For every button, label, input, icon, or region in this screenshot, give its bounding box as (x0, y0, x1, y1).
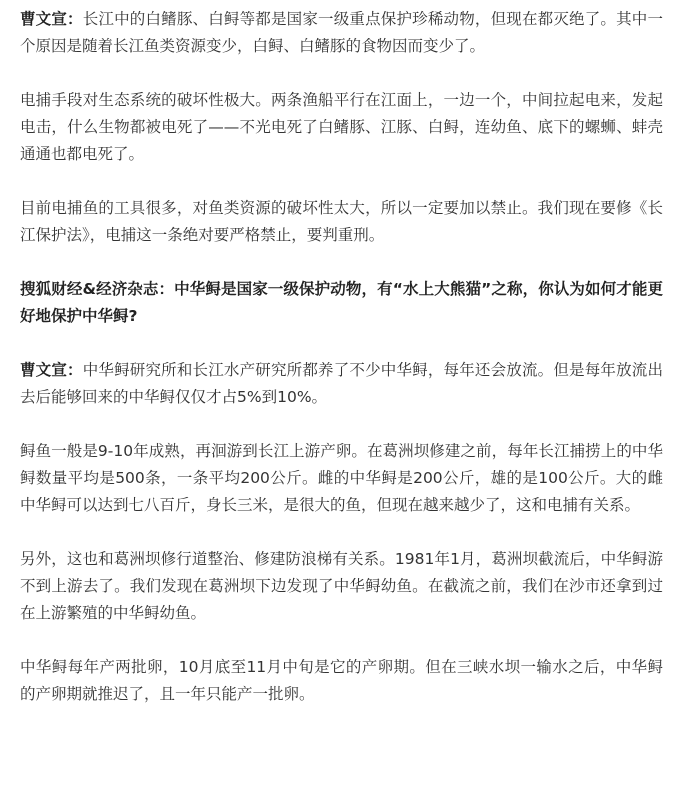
paragraph (20, 546, 663, 627)
interview-question (20, 276, 663, 330)
paragraph-text: 目前电捕鱼的工具很多，对鱼类资源的破坏性太大，所以一定要加以禁止。我们现在要修《长江保护法》，电捕这一条绝对要严格禁止，要判重刑。 (20, 199, 663, 244)
paragraph-text: 中华鲟研究所和长江水产研究所都养了不少中华鲟，每年还会放流。但是每年放流出去后能够回来的中华鲟仅仅才占5%到10%。 (20, 361, 663, 406)
paragraph (20, 87, 663, 168)
paragraph-text: 鲟鱼一般是9-10年成熟，再洄游到长江上游产卵。在葛洲坝修建之前，每年长江捕捞上的中华鲟数量平均是500条，一条平均200公斤。雌的中华鲟是200公斤，雄的是100公斤。大的雌中华鲟可以达到七八百斤，身长三米，是很大的鱼，但现在越来越少了，这和电捕有关系。 (20, 442, 663, 514)
paragraph (20, 195, 663, 249)
paragraph (20, 6, 663, 60)
paragraph-text: 另外，这也和葛洲坝修行道整治、修建防浪梯有关系。1981年1月，葛洲坝截流后，中华鲟游不到上游去了。我们发现在葛洲坝下边发现了中华鲟幼鱼。在截流之前，我们在沙市还拿到过在上游繁殖的中华鲟幼鱼。 (20, 550, 663, 622)
paragraph (20, 654, 663, 708)
paragraph (20, 357, 663, 411)
speaker-label: 曹文宣： (20, 10, 83, 28)
paragraph-text: 长江中的白鳍豚、白鲟等都是国家一级重点保护珍稀动物，但现在都灭绝了。其中一个原因是随着长江鱼类资源变少，白鲟、白鳍豚的食物因而变少了。 (20, 10, 663, 55)
paragraph-text: 中华鲟每年产两批卵，10月底至11月中旬是它的产卵期。但在三峡水坝一输水之后，中华鲟的产卵期就推迟了，且一年只能产一批卵。 (20, 658, 663, 703)
paragraph (20, 438, 663, 519)
question-text: 搜狐财经&经济杂志：中华鲟是国家一级保护动物，有“水上大熊猫”之称，你认为如何才能更好地保护中华鲟? (20, 280, 663, 325)
paragraph-text: 电捕手段对生态系统的破坏性极大。两条渔船平行在江面上，一边一个，中间拉起电来，发起电击，什么生物都被电死了——不光电死了白鳍豚、江豚、白鲟，连幼鱼、底下的螺蛳、蚌壳通通也都电死了。 (20, 91, 663, 163)
speaker-label: 曹文宣： (20, 361, 83, 379)
